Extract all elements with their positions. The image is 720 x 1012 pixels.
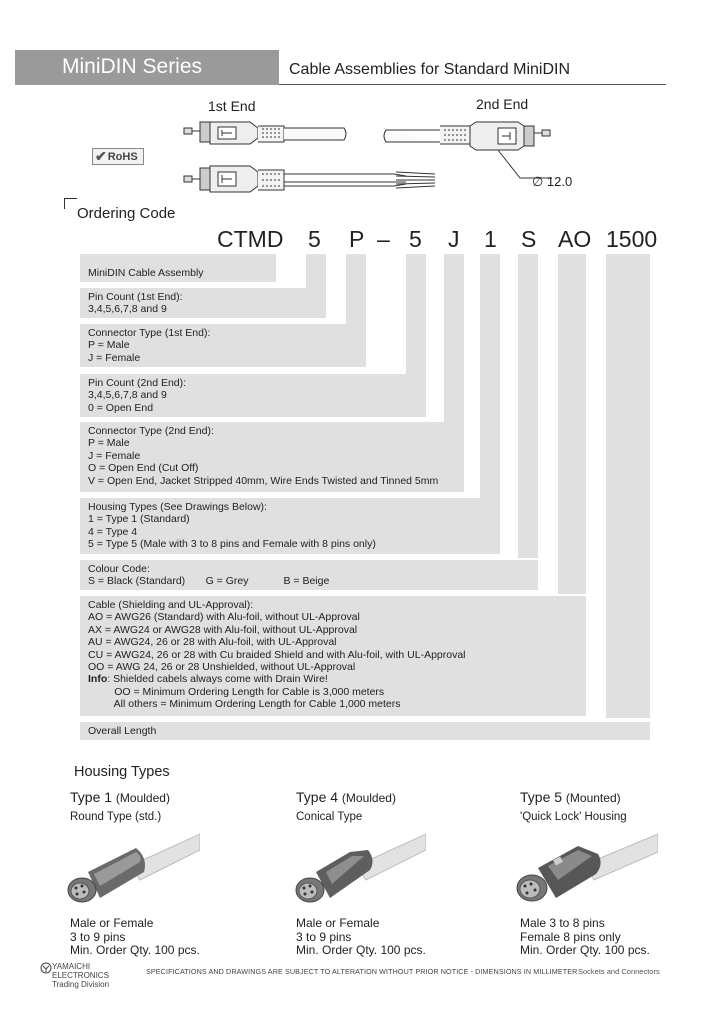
stem-pin-count-2: [406, 254, 426, 374]
box-line: P = Male: [88, 437, 130, 450]
info-line: 3 to 9 pins: [296, 929, 352, 944]
second-end-view: [384, 122, 552, 178]
code-part-connector-2: J: [448, 226, 460, 252]
code-part-connector-1: P: [349, 226, 365, 252]
box-line: S = Black (Standard) G = Grey B = Beige: [88, 575, 330, 588]
code-part-cable: AO: [558, 226, 592, 252]
box-line: O = Open End (Cut Off): [88, 462, 199, 475]
box-line: AU = AWG24, 26 or 28 with Alu-foil, with UL-Approval: [88, 636, 337, 649]
box-line: Pin Count (2nd End):: [88, 377, 187, 389]
box-line: AX = AWG24 or AWG28 with Alu-foil, without UL-Approval: [88, 623, 358, 636]
type-4-info: [296, 917, 426, 958]
footer-note: SPECIFICATIONS AND DRAWINGS ARE SUBJECT TO ALTERATION WITHOUT PRIOR NOTICE - DIMENSIONS IN MILLIMETER: [146, 967, 578, 976]
checkmark-icon: ✔: [95, 148, 107, 164]
box-line: 4 = Type 4: [88, 525, 138, 538]
box-line: CU = AWG24, 26 or 28 with Cu braided Shield and with Alu-foil, with UL-Approval: [88, 648, 466, 661]
box-housing-types: [80, 498, 500, 554]
box-line: 3,4,5,6,7,8 and 9: [88, 389, 167, 402]
stem-pin-count-1: [306, 254, 326, 288]
box-line: All others = Minimum Ordering Length for Cable 1,000 meters: [88, 698, 401, 711]
type-1-info: [70, 917, 200, 958]
type-label: Type 1: [70, 789, 113, 805]
box-line: Pin Count (1st End):: [88, 291, 183, 303]
box-line: AO = AWG26 (Standard) with Alu-foil, without UL-Approval: [88, 611, 360, 624]
box-line: 1 = Type 1 (Standard): [88, 513, 190, 526]
ordering-code-title: Ordering Code: [77, 205, 176, 222]
box-cable: [80, 596, 586, 716]
type-1-name: [70, 789, 170, 805]
info-line: Male 3 to 8 pins: [520, 916, 605, 930]
footer-logo-text: YAMAICHI ELECTRONICS Trading Division: [52, 962, 110, 989]
first-end-label: 1st End: [208, 98, 256, 114]
box-colour-code: [80, 560, 538, 590]
type-4-name: [296, 789, 396, 805]
connector-drawing: [180, 118, 660, 198]
info-line: Min. Order Qty. 100 pcs.: [70, 943, 200, 957]
stem-connector-1: [346, 254, 366, 324]
stem-ctmd: [80, 254, 276, 264]
stem-connector-2: [444, 254, 464, 422]
box-connector-2: [80, 422, 464, 492]
type-5-name: [520, 789, 621, 805]
type-4-image: [286, 828, 426, 912]
type-5-image: [508, 828, 658, 912]
type-label: Type 4: [296, 789, 339, 805]
ordering-corner-mark: [64, 198, 77, 209]
box-line: J = Female: [88, 351, 141, 364]
box-line: Connector Type (1st End):: [88, 327, 211, 339]
box-line: Connector Type (2nd End):: [88, 425, 214, 437]
diameter-dimension: ∅ 12.0: [532, 174, 573, 189]
first-end-top-view: [184, 122, 346, 144]
box-line: MiniDIN Cable Assembly: [88, 267, 204, 279]
type-paren: (Moulded): [341, 791, 396, 805]
code-part-pin-count-1: 5: [308, 226, 321, 252]
type-5-subtitle: 'Quick Lock' Housing: [520, 811, 627, 823]
box-overall-length: [80, 722, 650, 740]
code-part-ctmd: CTMD: [217, 226, 284, 252]
info-line: Min. Order Qty. 100 pcs.: [520, 943, 650, 957]
type-paren: (Mounted): [565, 791, 621, 805]
second-end-label: 2nd End: [476, 96, 529, 112]
box-pin-count-2: [80, 374, 426, 417]
page-subtitle: Cable Assemblies for Standard MiniDIN: [289, 61, 571, 78]
box-connector-1: [80, 324, 366, 367]
code-part-housing: 1: [484, 226, 497, 252]
rohs-label: RoHS: [107, 150, 138, 163]
box-pin-count-1: [80, 288, 326, 318]
type-4-subtitle: Conical Type: [296, 811, 363, 823]
housing-types-title: Housing Types: [74, 764, 170, 780]
info-line: 3 to 9 pins: [70, 929, 126, 944]
box-line: OO = AWG 24, 26 or 28 Unshielded, without UL-Approval: [88, 661, 356, 674]
code-part-colour: S: [521, 226, 537, 252]
code-part-length: 1500: [606, 226, 658, 252]
stem-cable: [558, 254, 586, 594]
box-line: Colour Code:: [88, 563, 150, 575]
type-label: Type 5: [520, 789, 563, 805]
stem-colour: [518, 254, 538, 558]
box-line: J = Female: [88, 449, 141, 462]
header-rule: [279, 84, 666, 85]
box-line: Cable (Shielding and UL-Approval):: [88, 599, 254, 611]
first-end-bottom-view: [184, 166, 435, 192]
stem-length: [606, 254, 650, 718]
box-line: Overall Length: [88, 725, 157, 737]
info-line: Male or Female: [70, 916, 154, 930]
box-line: P = Male: [88, 339, 130, 352]
code-part-pin-count-2: 5: [409, 226, 422, 252]
type-5-info: [520, 917, 650, 958]
info-label: Info: [88, 673, 108, 686]
footer-right-text: Sockets and Connectors: [578, 967, 660, 976]
type-1-image: [60, 828, 200, 912]
box-line: OO = Minimum Ordering Length for Cable is 3,000 meters: [88, 685, 385, 698]
type-1-subtitle: Round Type (std.): [70, 811, 162, 823]
box-line: 3,4,5,6,7,8 and 9: [88, 303, 167, 316]
box-cable-assembly: [80, 264, 276, 282]
box-line: V = Open End, Jacket Stripped 40mm, Wire Ends Twisted and Tinned 5mm: [88, 474, 439, 487]
box-line: : Shielded cabels always come with Drain Wire!: [107, 673, 328, 686]
rohs-badge: [92, 148, 144, 165]
stem-housing: [480, 254, 500, 498]
yamaichi-logo-icon: [40, 962, 52, 974]
series-title: MiniDIN Series: [62, 55, 203, 78]
box-line: 0 = Open End: [88, 401, 154, 414]
info-line: Min. Order Qty. 100 pcs.: [296, 943, 426, 957]
code-part-dash: –: [377, 226, 390, 252]
info-line: Male or Female: [296, 916, 380, 930]
box-line: 5 = Type 5 (Male with 3 to 8 pins and Female with 8 pins only): [88, 538, 376, 551]
info-line: Female 8 pins only: [520, 929, 621, 944]
box-line: Housing Types (See Drawings Below):: [88, 501, 267, 513]
type-paren: (Moulded): [115, 791, 170, 805]
